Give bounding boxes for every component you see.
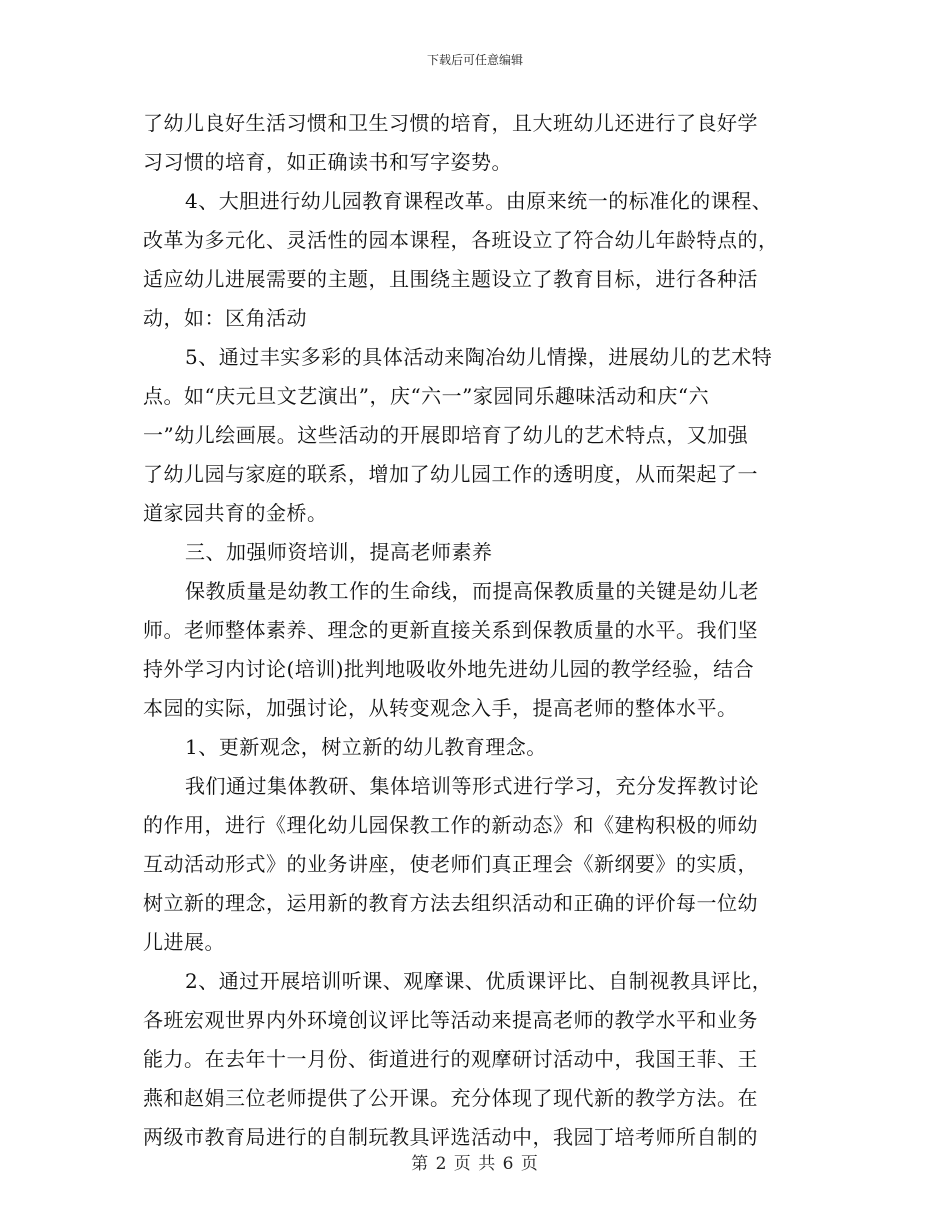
text-line: 动，如：区角活动: [143, 306, 307, 330]
text-line: 适应幼儿进展需要的主题，且围绕主题设立了教育目标，进行各种活: [143, 267, 758, 291]
text-line: 一”幼儿绘画展。这些活动的开展即培育了幼儿的艺术特点，又加强: [143, 423, 749, 447]
text-line: 三、加强师资培训，提高老师素养: [185, 540, 493, 564]
text-line: 两级市教育局进行的自制玩教具评选活动中，我园丁培考师所自制的: [143, 1125, 758, 1149]
text-line: 了幼儿良好生活习惯和卫生习惯的培育，且大班幼儿还进行了良好学: [143, 111, 758, 135]
text-line: 道家园共育的金桥。: [143, 501, 328, 525]
text-line: 点。如“庆元旦文艺演出”，庆“六一”家园同乐趣味活动和庆“六: [143, 384, 710, 408]
text-line: 燕和赵娟三位老师提供了公开课。充分体现了现代新的教学方法。在: [143, 1086, 758, 1110]
text-line: 儿进展。: [143, 930, 225, 954]
text-line: 1、更新观念，树立新的幼儿教育理念。: [185, 735, 547, 759]
text-line: 我们通过集体教研、集体培训等形式进行学习，充分发挥教讨论: [185, 774, 759, 798]
text-line: 师。老师整体素养、理念的更新直接关系到保教质量的水平。我们坚: [143, 618, 758, 642]
text-line: 的作用，进行《理化幼儿园保教工作的新动态》和《建构积极的师幼: [143, 813, 758, 837]
text-line: 能力。在去年十一月份、街道进行的观摩研讨活动中，我国王菲、王: [143, 1047, 758, 1071]
text-line: 5、通过丰实多彩的具体活动来陶冶幼儿情操，进展幼儿的艺术特: [185, 345, 773, 369]
text-line: 树立新的理念，运用新的教育方法去组织活动和正确的评价每一位幼: [143, 891, 758, 915]
text-line: 保教质量是幼教工作的生命线，而提高保教质量的关键是幼儿老: [185, 579, 759, 603]
text-line: 习习惯的培育，如正确读书和写字姿势。: [143, 150, 512, 174]
text-line: 2、通过开展培训听课、观摩课、优质课评比、自制视教具评比，: [185, 969, 773, 993]
text-line: 持外学习内讨论(培训)批判地吸收外地先进幼儿园的教学经验，结合: [143, 657, 755, 681]
text-line: 4、大胆进行幼儿园教育课程改革。由原来统一的标准化的课程、: [185, 189, 773, 213]
text-line: 本园的实际，加强讨论，从转变观念入手，提高老师的整体水平。: [143, 696, 738, 720]
document-body: [143, 104, 803, 1157]
page-header: 下载后可任意编辑: [426, 53, 523, 67]
text-line: 各班宏观世界内外环境创议评比等活动来提高老师的教学水平和业务: [143, 1008, 758, 1032]
page-footer: 第 2 页 共 6 页: [411, 1154, 539, 1174]
text-line: 互动活动形式》的业务讲座，使老师们真正理会《新纲要》的实质，: [143, 852, 758, 876]
text-line: 了幼儿园与家庭的联系，增加了幼儿园工作的透明度，从而架起了一: [143, 462, 758, 486]
text-line: 改革为多元化、灵活性的园本课程，各班设立了符合幼儿年龄特点的，: [143, 228, 779, 252]
